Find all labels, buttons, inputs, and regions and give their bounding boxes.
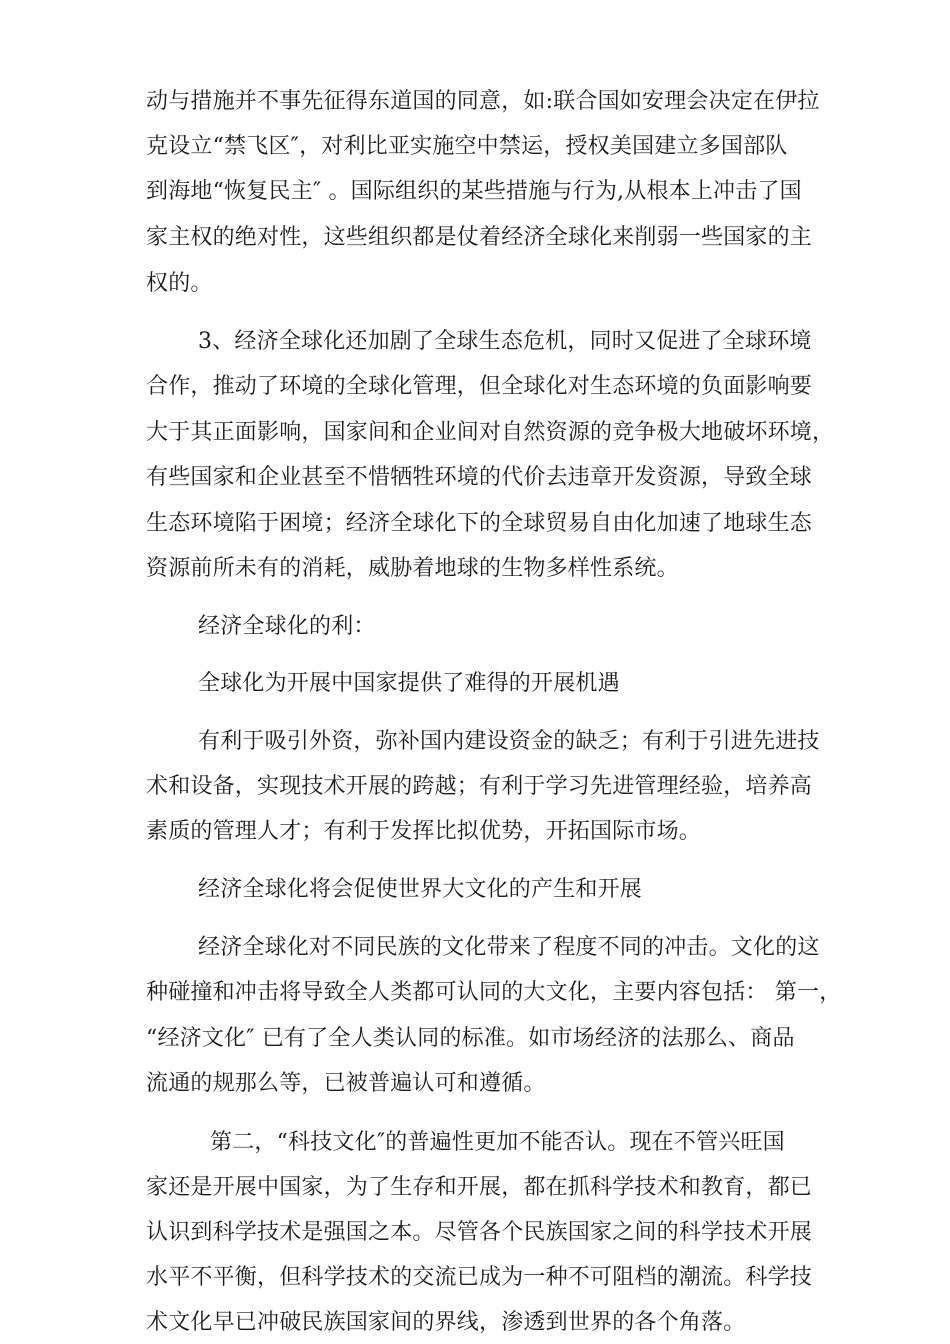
text-line: 到海地“恢复民主″ 。国际组织的某些措施与行为,从根本上冲击了国 xyxy=(146,179,802,204)
text-line: 权的。 xyxy=(146,271,213,296)
text-line: “经济文化″ 已有了全人类认同的标准。如市场经济的法那么、商品 xyxy=(146,1026,795,1051)
section-heading: 经济全球化的利： xyxy=(198,614,376,639)
text-line: 术和设备，实现技术开展的跨越；有利于学习先进管理经验，培养高 xyxy=(146,774,813,799)
text-line: 家还是开展中国家，为了生存和开展，都在抓科学技术和教育，都已 xyxy=(146,1175,813,1200)
text-line: 生态环境陷于困境；经济全球化下的全球贸易自由化加速了地球生态 xyxy=(146,511,813,536)
text-line: 有利于吸引外资，弥补国内建设资金的缺乏；有利于引进先进技 xyxy=(198,729,820,754)
text-line: 合作，推动了环境的全球化管理，但全球化对生态环境的负面影响要 xyxy=(146,374,813,399)
subsection-heading: 经济全球化将会促使世界大文化的产生和开展 xyxy=(198,877,643,902)
text-line: 克设立“禁飞区″，对利比亚实施空中禁运，授权美国建立多国部队 xyxy=(146,134,788,159)
text-line: 水平不平衡，但科学技术的交流已成为一种不可阻档的潮流。科学技 xyxy=(146,1265,813,1290)
text-line: 有些国家和企业甚至不惜牺牲环境的代价去违章开发资源，导致全球 xyxy=(146,465,813,490)
text-line: 流通的规那么等，已被普遍认可和遵循。 xyxy=(146,1071,546,1096)
text-line: 第二，“科技文化″的普遍性更加不能否认。现在不管兴旺国 xyxy=(210,1130,785,1155)
text-line: 术文化早已冲破民族国家间的界线，渗透到世界的各个角落。 xyxy=(146,1310,746,1335)
text-line: 种碰撞和冲击将导致全人类都可认同的大文化，主要内容包括： 第一， xyxy=(146,980,842,1005)
text-line: 大于其正面影响，国家间和企业间对自然资源的竞争极大地破坏环境， xyxy=(146,420,835,445)
text-line: 经济全球化对不同民族的文化带来了程度不同的冲击。文化的这 xyxy=(198,935,820,960)
text-line: 认识到科学技术是强国之本。尽管各个民族国家之间的科学技术开展 xyxy=(146,1220,813,1245)
text-line: 素质的管理人才；有利于发挥比拟优势，开拓国际市场。 xyxy=(146,819,702,844)
text-line: 3、经济全球化还加剧了全球生态危机，同时又促进了全球环境 xyxy=(198,329,812,354)
text-line: 家主权的绝对性，这些组织都是仗着经济全球化来削弱一些国家的主 xyxy=(146,225,813,250)
subsection-heading: 全球化为开展中国家提供了难得的开展机遇 xyxy=(198,671,620,696)
text-line: 动与措施并不事先征得东道国的同意，如:联合国如安理会决定在伊拉 xyxy=(146,89,820,114)
text-line: 资源前所未有的消耗，威胁着地球的生物多样性系统。 xyxy=(146,556,679,581)
